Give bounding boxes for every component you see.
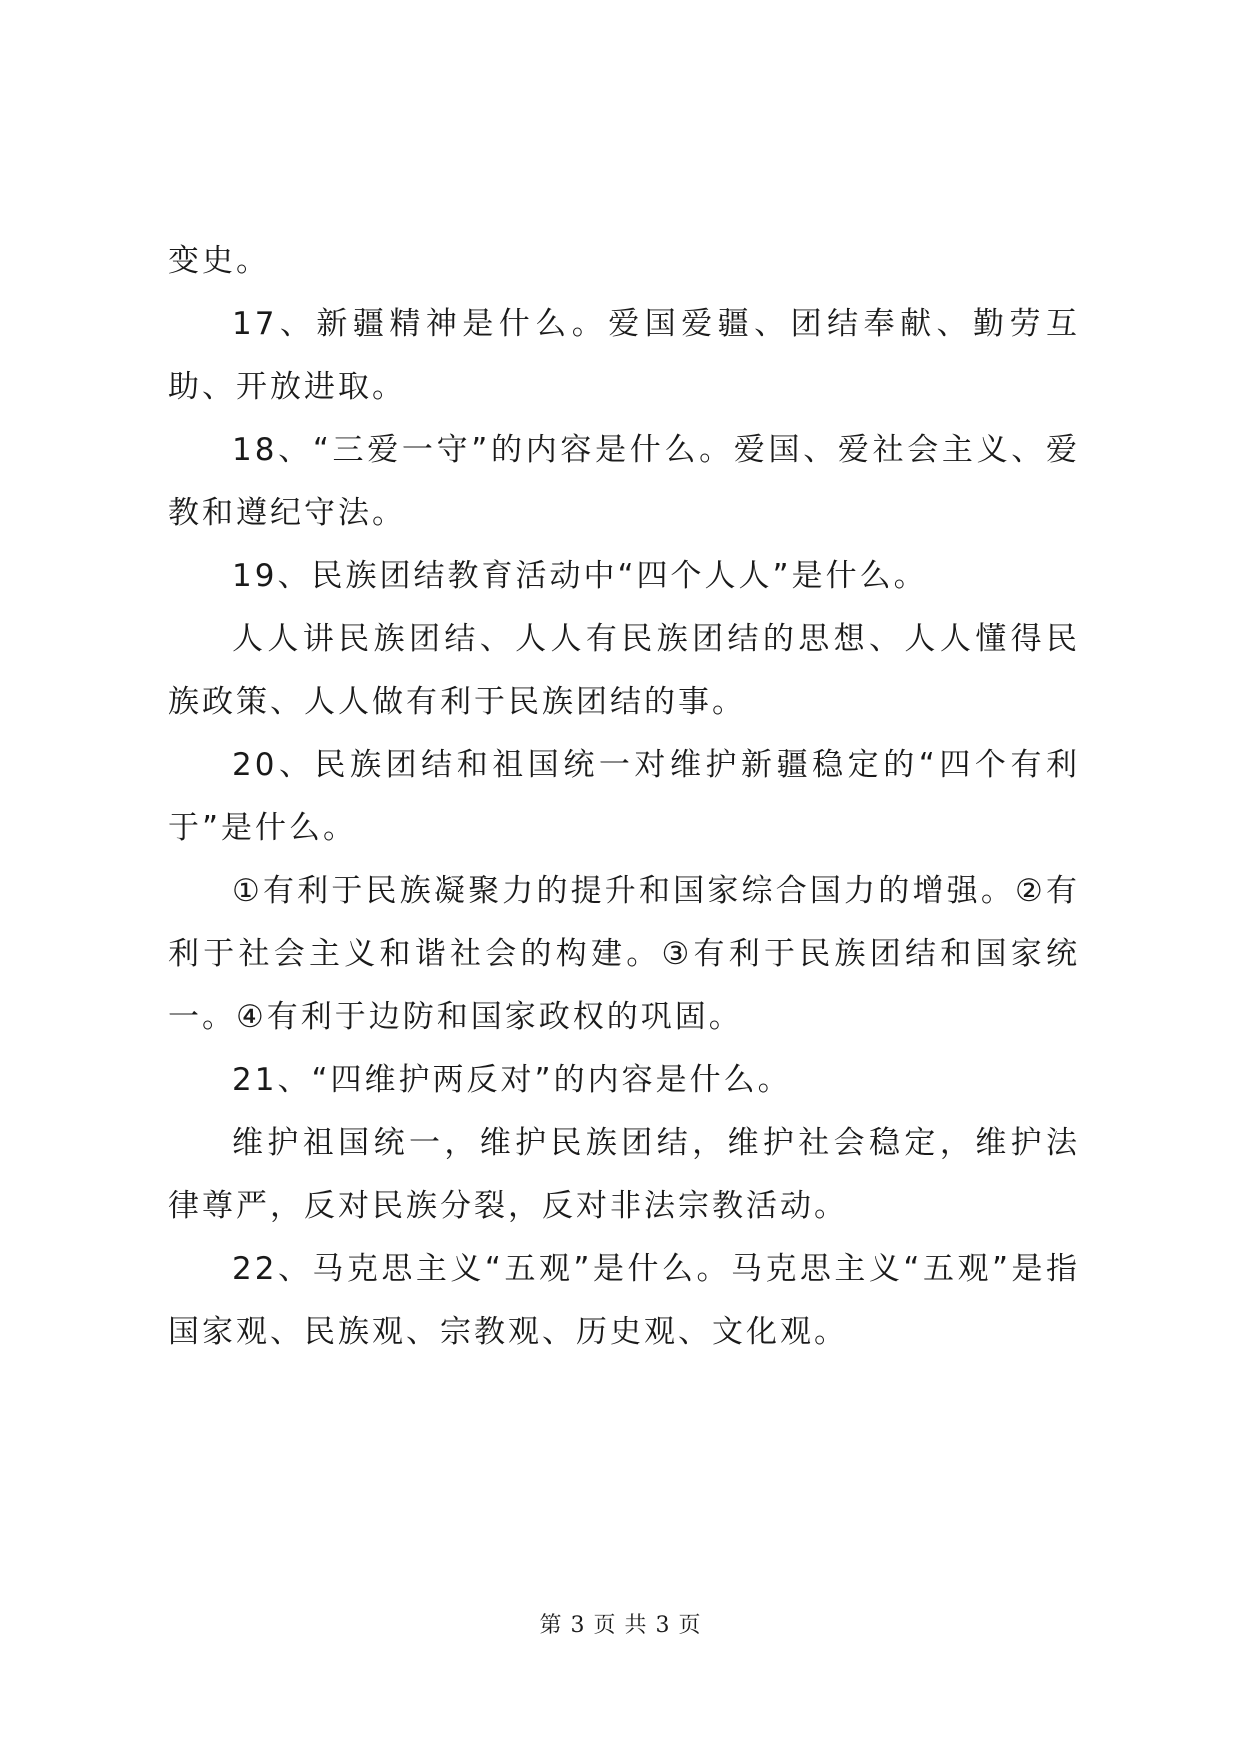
paragraph-q18: 18、“三爱一守”的内容是什么。爱国、爱社会主义、爱教和遵纪守法。 bbox=[168, 432, 1080, 531]
paragraph-q19: 19、民族团结教育活动中“四个人人”是什么。 bbox=[232, 558, 928, 594]
document-body bbox=[168, 230, 1080, 1364]
paragraph-q22: 22、马克思主义“五观”是什么。马克思主义“五观”是指国家观、民族观、宗教观、历史观、文化观。 bbox=[168, 1251, 1080, 1350]
paragraph-q20: 20、民族团结和祖国统一对维护新疆稳定的“四个有利于”是什么。 bbox=[168, 747, 1080, 846]
paragraph-q20-answer: ①有利于民族凝聚力的提升和国家综合国力的增强。②有利于社会主义和谐社会的构建。③有利于民族团结和国家统一。④有利于边防和国家政权的巩固。 bbox=[168, 873, 1080, 1035]
paragraph-continuation: 变史。 bbox=[168, 243, 270, 279]
paragraph-q21: 21、“四维护两反对”的内容是什么。 bbox=[232, 1062, 792, 1098]
paragraph-q19-answer: 人人讲民族团结、人人有民族团结的思想、人人懂得民族政策、人人做有利于民族团结的事。 bbox=[168, 621, 1080, 720]
paragraph-q21-answer: 维护祖国统一，维护民族团结，维护社会稳定，维护法律尊严，反对民族分裂，反对非法宗教活动。 bbox=[168, 1125, 1080, 1224]
page-footer: 第 3 页 共 3 页 bbox=[539, 1613, 702, 1638]
paragraph-q17: 17、新疆精神是什么。爱国爱疆、团结奉献、勤劳互助、开放进取。 bbox=[168, 306, 1080, 405]
